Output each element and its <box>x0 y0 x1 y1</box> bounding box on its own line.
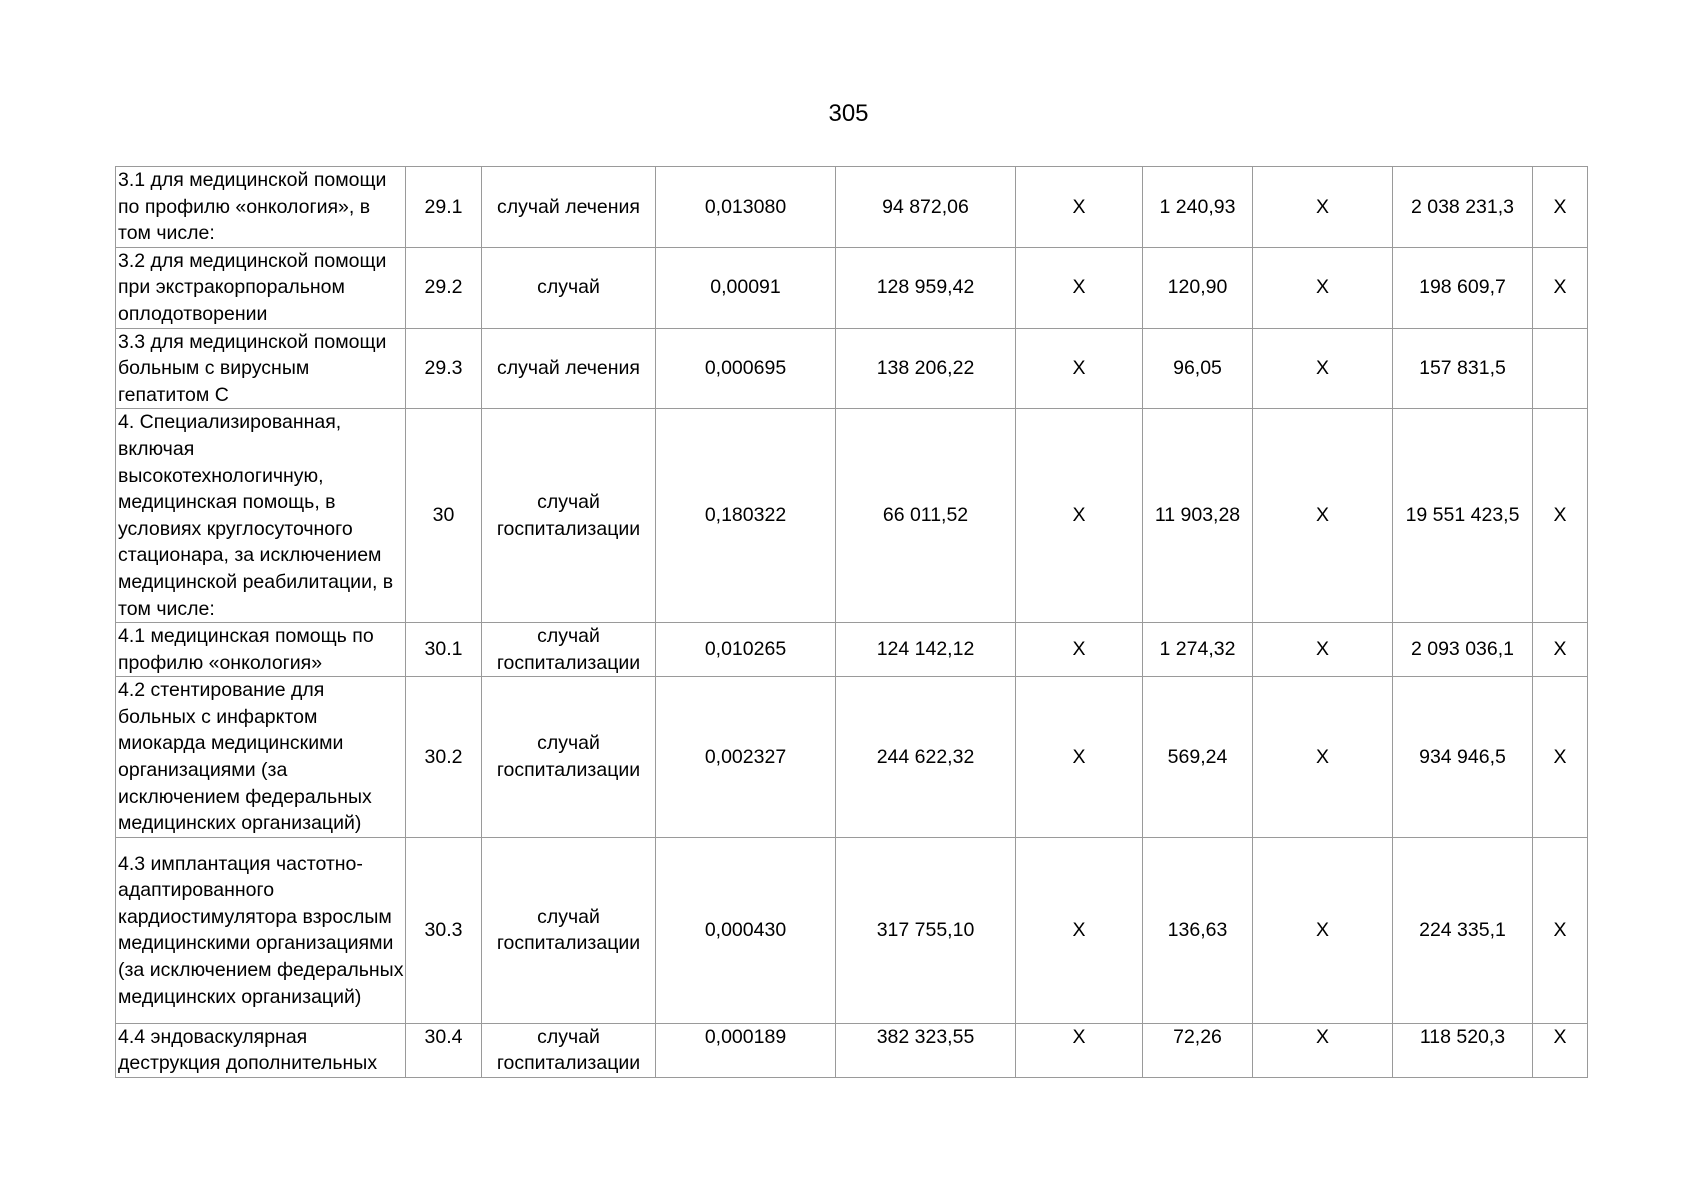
table-row <box>116 247 1588 328</box>
row-col8-cell: X <box>1253 167 1393 248</box>
row-unit-cell: случай <box>482 247 656 328</box>
row-col8-cell: X <box>1253 1023 1393 1077</box>
row-col9-cell: 934 946,5 <box>1393 677 1533 838</box>
row-col8-cell: X <box>1253 409 1393 623</box>
table-row <box>116 623 1588 677</box>
table-row <box>116 1023 1588 1077</box>
row-name-cell: 3.1 для медицинской помощи по профилю «онкология», в том числе: <box>116 167 406 248</box>
row-volume-cell: 0,180322 <box>656 409 836 623</box>
row-col10-cell: X <box>1533 837 1588 1023</box>
row-unit-cell: случай лечения <box>482 328 656 409</box>
row-col9-cell: 198 609,7 <box>1393 247 1533 328</box>
row-col10-cell: X <box>1533 623 1588 677</box>
row-col10-cell <box>1533 328 1588 409</box>
row-unit-cell: случай госпитализации <box>482 409 656 623</box>
row-col8-cell: X <box>1253 837 1393 1023</box>
row-col7-cell: 96,05 <box>1143 328 1253 409</box>
row-code-cell: 29.2 <box>406 247 482 328</box>
row-col9-cell: 2 038 231,3 <box>1393 167 1533 248</box>
row-code-cell: 30.4 <box>406 1023 482 1077</box>
row-unit-cell: случай лечения <box>482 167 656 248</box>
row-code-cell: 30.3 <box>406 837 482 1023</box>
row-volume-cell: 0,013080 <box>656 167 836 248</box>
table-row <box>116 677 1588 838</box>
row-volume-cell: 0,000189 <box>656 1023 836 1077</box>
table-row <box>116 837 1588 1023</box>
row-volume-cell: 0,000695 <box>656 328 836 409</box>
row-volume-cell: 0,00091 <box>656 247 836 328</box>
row-col10-cell: X <box>1533 409 1588 623</box>
row-col7-cell: 11 903,28 <box>1143 409 1253 623</box>
row-col8-cell: X <box>1253 623 1393 677</box>
row-name-cell: 3.2 для медицинской помощи при экстракорпоральном оплодотворении <box>116 247 406 328</box>
row-code-cell: 29.1 <box>406 167 482 248</box>
row-col9-cell: 19 551 423,5 <box>1393 409 1533 623</box>
row-code-cell: 30.2 <box>406 677 482 838</box>
page-number: 305 <box>828 100 869 127</box>
row-col7-cell: 569,24 <box>1143 677 1253 838</box>
row-col6-cell: X <box>1016 167 1143 248</box>
row-cost-cell: 138 206,22 <box>836 328 1016 409</box>
norms-table <box>115 166 1588 1078</box>
row-name-cell: 4.1 медицинская помощь по профилю «онкология» <box>116 623 406 677</box>
row-col6-cell: X <box>1016 328 1143 409</box>
row-col9-cell: 118 520,3 <box>1393 1023 1533 1077</box>
row-col6-cell: X <box>1016 677 1143 838</box>
row-volume-cell: 0,010265 <box>656 623 836 677</box>
row-cost-cell: 94 872,06 <box>836 167 1016 248</box>
row-unit-cell: случай госпитализации <box>482 837 656 1023</box>
row-unit-cell: случай госпитализации <box>482 677 656 838</box>
row-name-cell: 3.3 для медицинской помощи больным с вирусным гепатитом С <box>116 328 406 409</box>
row-code-cell: 29.3 <box>406 328 482 409</box>
row-col7-cell: 120,90 <box>1143 247 1253 328</box>
row-col9-cell: 157 831,5 <box>1393 328 1533 409</box>
row-cost-cell: 382 323,55 <box>836 1023 1016 1077</box>
row-col6-cell: X <box>1016 623 1143 677</box>
row-col7-cell: 136,63 <box>1143 837 1253 1023</box>
row-col9-cell: 224 335,1 <box>1393 837 1533 1023</box>
row-code-cell: 30.1 <box>406 623 482 677</box>
table-row <box>116 328 1588 409</box>
row-col7-cell: 1 240,93 <box>1143 167 1253 248</box>
row-cost-cell: 317 755,10 <box>836 837 1016 1023</box>
row-col8-cell: X <box>1253 247 1393 328</box>
row-col6-cell: X <box>1016 247 1143 328</box>
row-volume-cell: 0,000430 <box>656 837 836 1023</box>
row-col10-cell: X <box>1533 1023 1588 1077</box>
row-name-cell: 4.4 эндоваскулярная деструкция дополнительных <box>116 1023 406 1077</box>
row-cost-cell: 124 142,12 <box>836 623 1016 677</box>
row-cost-cell: 244 622,32 <box>836 677 1016 838</box>
row-col7-cell: 1 274,32 <box>1143 623 1253 677</box>
row-code-cell: 30 <box>406 409 482 623</box>
row-col9-cell: 2 093 036,1 <box>1393 623 1533 677</box>
row-col8-cell: X <box>1253 677 1393 838</box>
row-col10-cell: X <box>1533 167 1588 248</box>
row-cost-cell: 66 011,52 <box>836 409 1016 623</box>
row-col7-cell: 72,26 <box>1143 1023 1253 1077</box>
table-row <box>116 167 1588 248</box>
row-unit-cell: случай госпитализации <box>482 1023 656 1077</box>
row-name-cell: 4.3 имплантация частотно-адаптированного кардиостимулятора взрослым медицинскими организациями (за исключением федеральных медицинских организаций) <box>116 837 406 1023</box>
row-col8-cell: X <box>1253 328 1393 409</box>
row-cost-cell: 128 959,42 <box>836 247 1016 328</box>
row-col6-cell: X <box>1016 837 1143 1023</box>
row-name-cell: 4.2 стентирование для больных с инфарктом миокарда медицинскими организациями (за исключением федеральных медицинских организаций) <box>116 677 406 838</box>
row-col6-cell: X <box>1016 409 1143 623</box>
row-col10-cell: X <box>1533 247 1588 328</box>
table-row <box>116 409 1588 623</box>
row-volume-cell: 0,002327 <box>656 677 836 838</box>
row-unit-cell: случай госпитализации <box>482 623 656 677</box>
row-name-cell: 4. Специализированная, включая высокотехнологичную, медицинская помощь, в условиях круглосуточного стационара, за исключением медицинской реабилитации, в том числе: <box>116 409 406 623</box>
row-col10-cell: X <box>1533 677 1588 838</box>
row-col6-cell: X <box>1016 1023 1143 1077</box>
